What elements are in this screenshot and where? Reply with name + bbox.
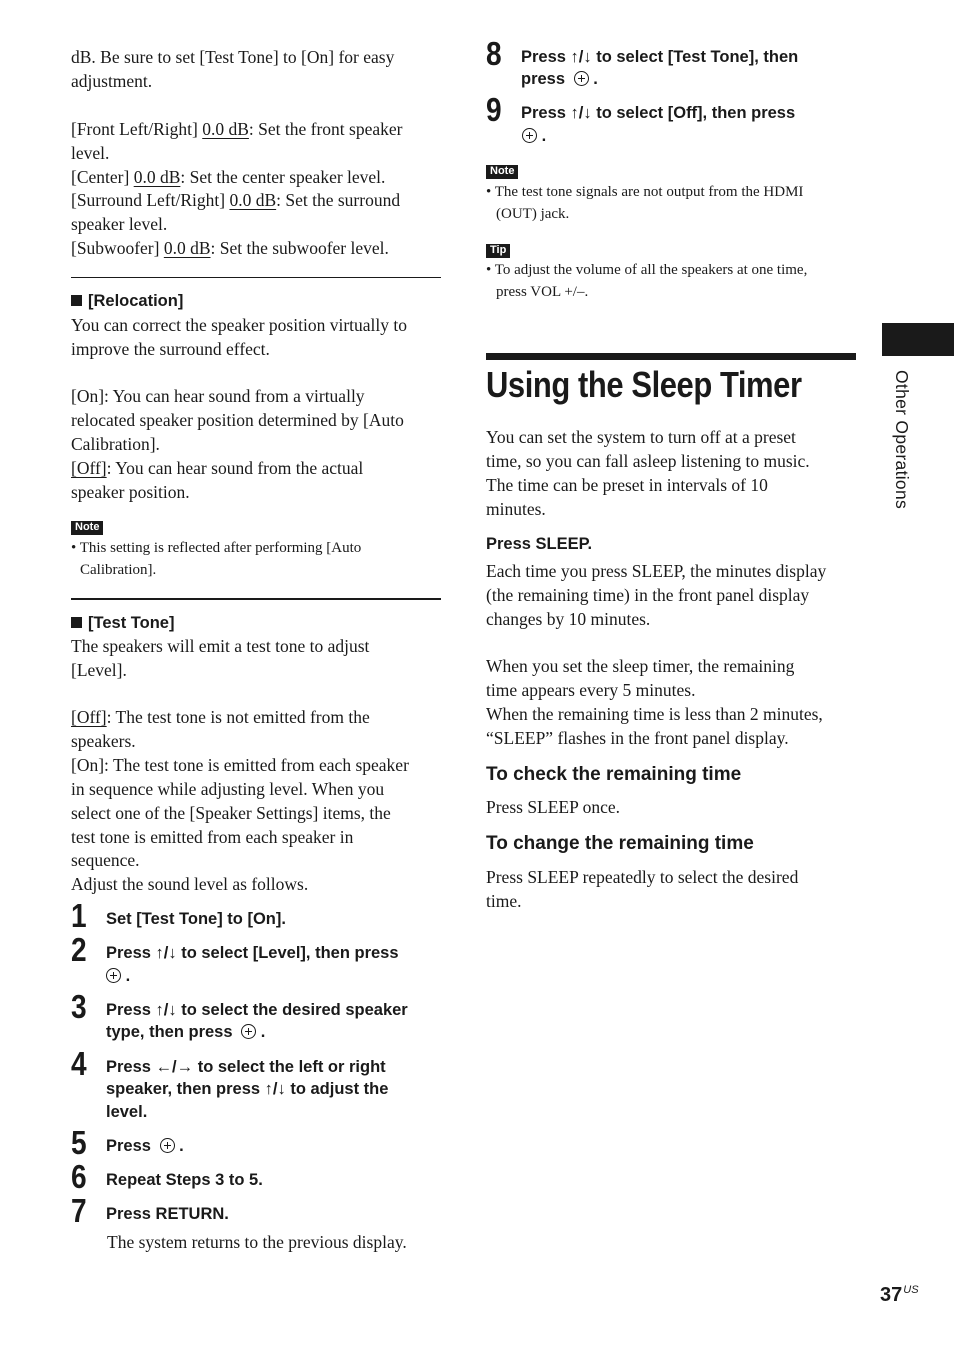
subwoofer-level-desc: : Set the subwoofer level. xyxy=(210,238,389,258)
step-number-6: 6 xyxy=(71,1158,87,1195)
note-badge: Note xyxy=(486,165,518,179)
relocation-off-2: speaker position. xyxy=(71,482,190,502)
step-7-text: Press RETURN. xyxy=(106,1205,229,1223)
center-level-value: 0.0 dB xyxy=(133,167,181,187)
section-divider xyxy=(71,598,441,600)
page-title: Using the Sleep Timer xyxy=(486,364,802,405)
relocation-on-1: [On]: You can hear sound from a virtually xyxy=(71,386,365,406)
page-number xyxy=(880,1284,919,1307)
test-tone-off-text: : The test tone is not emitted from the xyxy=(106,707,370,727)
relocation-desc-2: improve the surround effect. xyxy=(71,339,270,359)
test-tone-on-2: in sequence while adjusting level. When you xyxy=(71,779,385,799)
center-level-setting xyxy=(71,165,385,189)
square-bullet-icon xyxy=(71,617,82,628)
step-3-text-cont-label: type, then press xyxy=(106,1023,233,1041)
intro-line-1: dB. Be sure to set [Test Tone] to [On] for easy xyxy=(71,47,395,67)
surround-level-setting-cont: speaker level. xyxy=(71,214,168,234)
enter-button-icon xyxy=(241,1024,256,1039)
relocation-note-2: Calibration]. xyxy=(80,562,157,578)
enter-button-icon xyxy=(522,128,537,143)
step-number-5: 5 xyxy=(71,1124,87,1161)
hdmi-note-1: • The test tone signals are not output from the HDMI xyxy=(486,184,804,200)
sleep-intro-3: The time can be preset in intervals of 10 xyxy=(486,475,768,495)
test-tone-on-4: test tone is emitted from each speaker in xyxy=(71,827,354,847)
front-level-label: [Front Left/Right] xyxy=(71,119,203,139)
test-tone-on-3: select one of the [Speaker Settings] items, the xyxy=(71,803,391,823)
enter-button-icon xyxy=(160,1138,175,1153)
relocation-note-1: • This setting is reflected after performing [Auto xyxy=(71,540,362,556)
step-number-9: 9 xyxy=(486,91,502,128)
sleep-intro-4: minutes. xyxy=(486,499,546,519)
step-number-4: 4 xyxy=(71,1045,87,1082)
step-number-2: 2 xyxy=(71,931,87,968)
step-2-text: Press ↑/↓ to select [Level], then press xyxy=(106,944,399,962)
intro-line-2: adjustment. xyxy=(71,71,153,91)
step-5-text: Press . xyxy=(106,1137,184,1155)
when-set-2: time appears every 5 minutes. xyxy=(486,680,696,700)
step-number-3: 3 xyxy=(71,988,87,1025)
step-2-text-cont: . xyxy=(102,965,130,988)
center-level-label: [Center] xyxy=(71,167,134,187)
test-tone-on-1: [On]: The test tone is emitted from each speaker xyxy=(71,755,409,775)
when-set-4: “SLEEP” flashes in the front panel display. xyxy=(486,728,789,748)
sleep-intro-2: time, so you can fall asleep listening to music. xyxy=(486,451,810,471)
hdmi-note-2: (OUT) jack. xyxy=(496,206,570,222)
test-tone-desc-2: [Level]. xyxy=(71,660,127,680)
front-level-desc: : Set the front speaker xyxy=(248,119,403,139)
title-bar xyxy=(486,353,856,360)
step-1-text: Set [Test Tone] to [On]. xyxy=(106,910,286,928)
when-set-3: When the remaining time is less than 2 minutes, xyxy=(486,704,823,724)
note-badge: Note xyxy=(71,521,103,535)
step-4-text-1: Press ←/→ to select the left or right xyxy=(106,1058,386,1076)
step-4-text-3: level. xyxy=(106,1103,148,1121)
enter-button-icon xyxy=(106,968,121,983)
step-8-text: Press ↑/↓ to select [Test Tone], then xyxy=(521,48,799,66)
change-remaining-heading: To change the remaining time xyxy=(486,833,754,854)
step-9-text-cont: . xyxy=(520,125,546,148)
subwoofer-level-setting xyxy=(71,236,389,260)
volume-tip-2: press VOL +/–. xyxy=(496,284,589,300)
relocation-off-key: [Off] xyxy=(71,458,107,478)
step-3-text: Press ↑/↓ to select the desired speaker xyxy=(106,1001,408,1019)
square-bullet-icon xyxy=(71,295,82,306)
volume-tip-1: • To adjust the volume of all the speakers at one time, xyxy=(486,262,808,278)
relocation-on-2: relocated speaker position determined by [Auto xyxy=(71,410,404,430)
each-time-2: (the remaining time) in the front panel display xyxy=(486,585,810,605)
step-7-result: The system returns to the previous display. xyxy=(107,1232,407,1252)
surround-level-setting xyxy=(71,188,400,212)
relocation-heading xyxy=(71,290,183,312)
change-remaining-text-1: Press SLEEP repeatedly to select the desired xyxy=(486,867,799,887)
section-side-label: Other Operations xyxy=(892,370,912,510)
front-level-setting-cont: level. xyxy=(71,143,110,163)
front-level-setting xyxy=(71,117,402,141)
when-set-1: When you set the sleep timer, the remaining xyxy=(486,656,795,676)
relocation-heading-text: [Relocation] xyxy=(88,292,184,310)
subwoofer-level-label: [Subwoofer] xyxy=(71,238,164,258)
section-tab-marker xyxy=(882,323,954,356)
page-region-suffix: US xyxy=(903,1284,919,1296)
step-number-1: 1 xyxy=(71,897,87,934)
step-number-8: 8 xyxy=(486,35,502,72)
press-sleep-instruction: Press SLEEP. xyxy=(486,535,593,553)
step-6-text: Repeat Steps 3 to 5. xyxy=(106,1171,263,1189)
surround-level-label: [Surround Left/Right] xyxy=(71,190,230,210)
change-remaining-text-2: time. xyxy=(486,891,522,911)
step-8-text-cont-label: press xyxy=(521,70,566,88)
test-tone-off-1 xyxy=(71,705,370,729)
check-remaining-heading: To check the remaining time xyxy=(486,764,742,785)
step-9-text: Press ↑/↓ to select [Off], then press xyxy=(521,104,796,122)
step-8-text-cont: press . xyxy=(521,70,598,88)
test-tone-off-2: speakers. xyxy=(71,731,136,751)
surround-level-desc: : Set the surround xyxy=(276,190,401,210)
step-3-text-cont: type, then press . xyxy=(106,1023,266,1041)
step-4-text-2: speaker, then press ↑/↓ to adjust the xyxy=(106,1080,389,1098)
test-tone-off-key: [Off] xyxy=(71,707,107,727)
relocation-on-3: Calibration]. xyxy=(71,434,160,454)
center-level-desc: : Set the center speaker level. xyxy=(180,167,386,187)
surround-level-value: 0.0 dB xyxy=(229,190,277,210)
each-time-3: changes by 10 minutes. xyxy=(486,609,651,629)
step-5-label: Press xyxy=(106,1137,151,1155)
test-tone-adjust: Adjust the sound level as follows. xyxy=(71,874,309,894)
relocation-off-text: : You can hear sound from the actual xyxy=(106,458,364,478)
relocation-desc-1: You can correct the speaker position virtually to xyxy=(71,315,407,335)
relocation-off-1 xyxy=(71,456,363,480)
page-number-value: 37 xyxy=(880,1284,903,1306)
subwoofer-level-value: 0.0 dB xyxy=(163,238,211,258)
test-tone-on-5: sequence. xyxy=(71,850,140,870)
sleep-intro-1: You can set the system to turn off at a preset xyxy=(486,427,796,447)
tip-badge: Tip xyxy=(486,244,510,258)
enter-button-icon xyxy=(574,71,589,86)
step-number-7: 7 xyxy=(71,1192,87,1229)
test-tone-heading xyxy=(71,612,174,634)
section-divider xyxy=(71,277,441,278)
test-tone-desc-1: The speakers will emit a test tone to adjust xyxy=(71,636,370,656)
test-tone-heading-text: [Test Tone] xyxy=(88,614,175,632)
check-remaining-text: Press SLEEP once. xyxy=(486,797,620,817)
each-time-1: Each time you press SLEEP, the minutes display xyxy=(486,561,827,581)
front-level-value: 0.0 dB xyxy=(202,119,249,139)
